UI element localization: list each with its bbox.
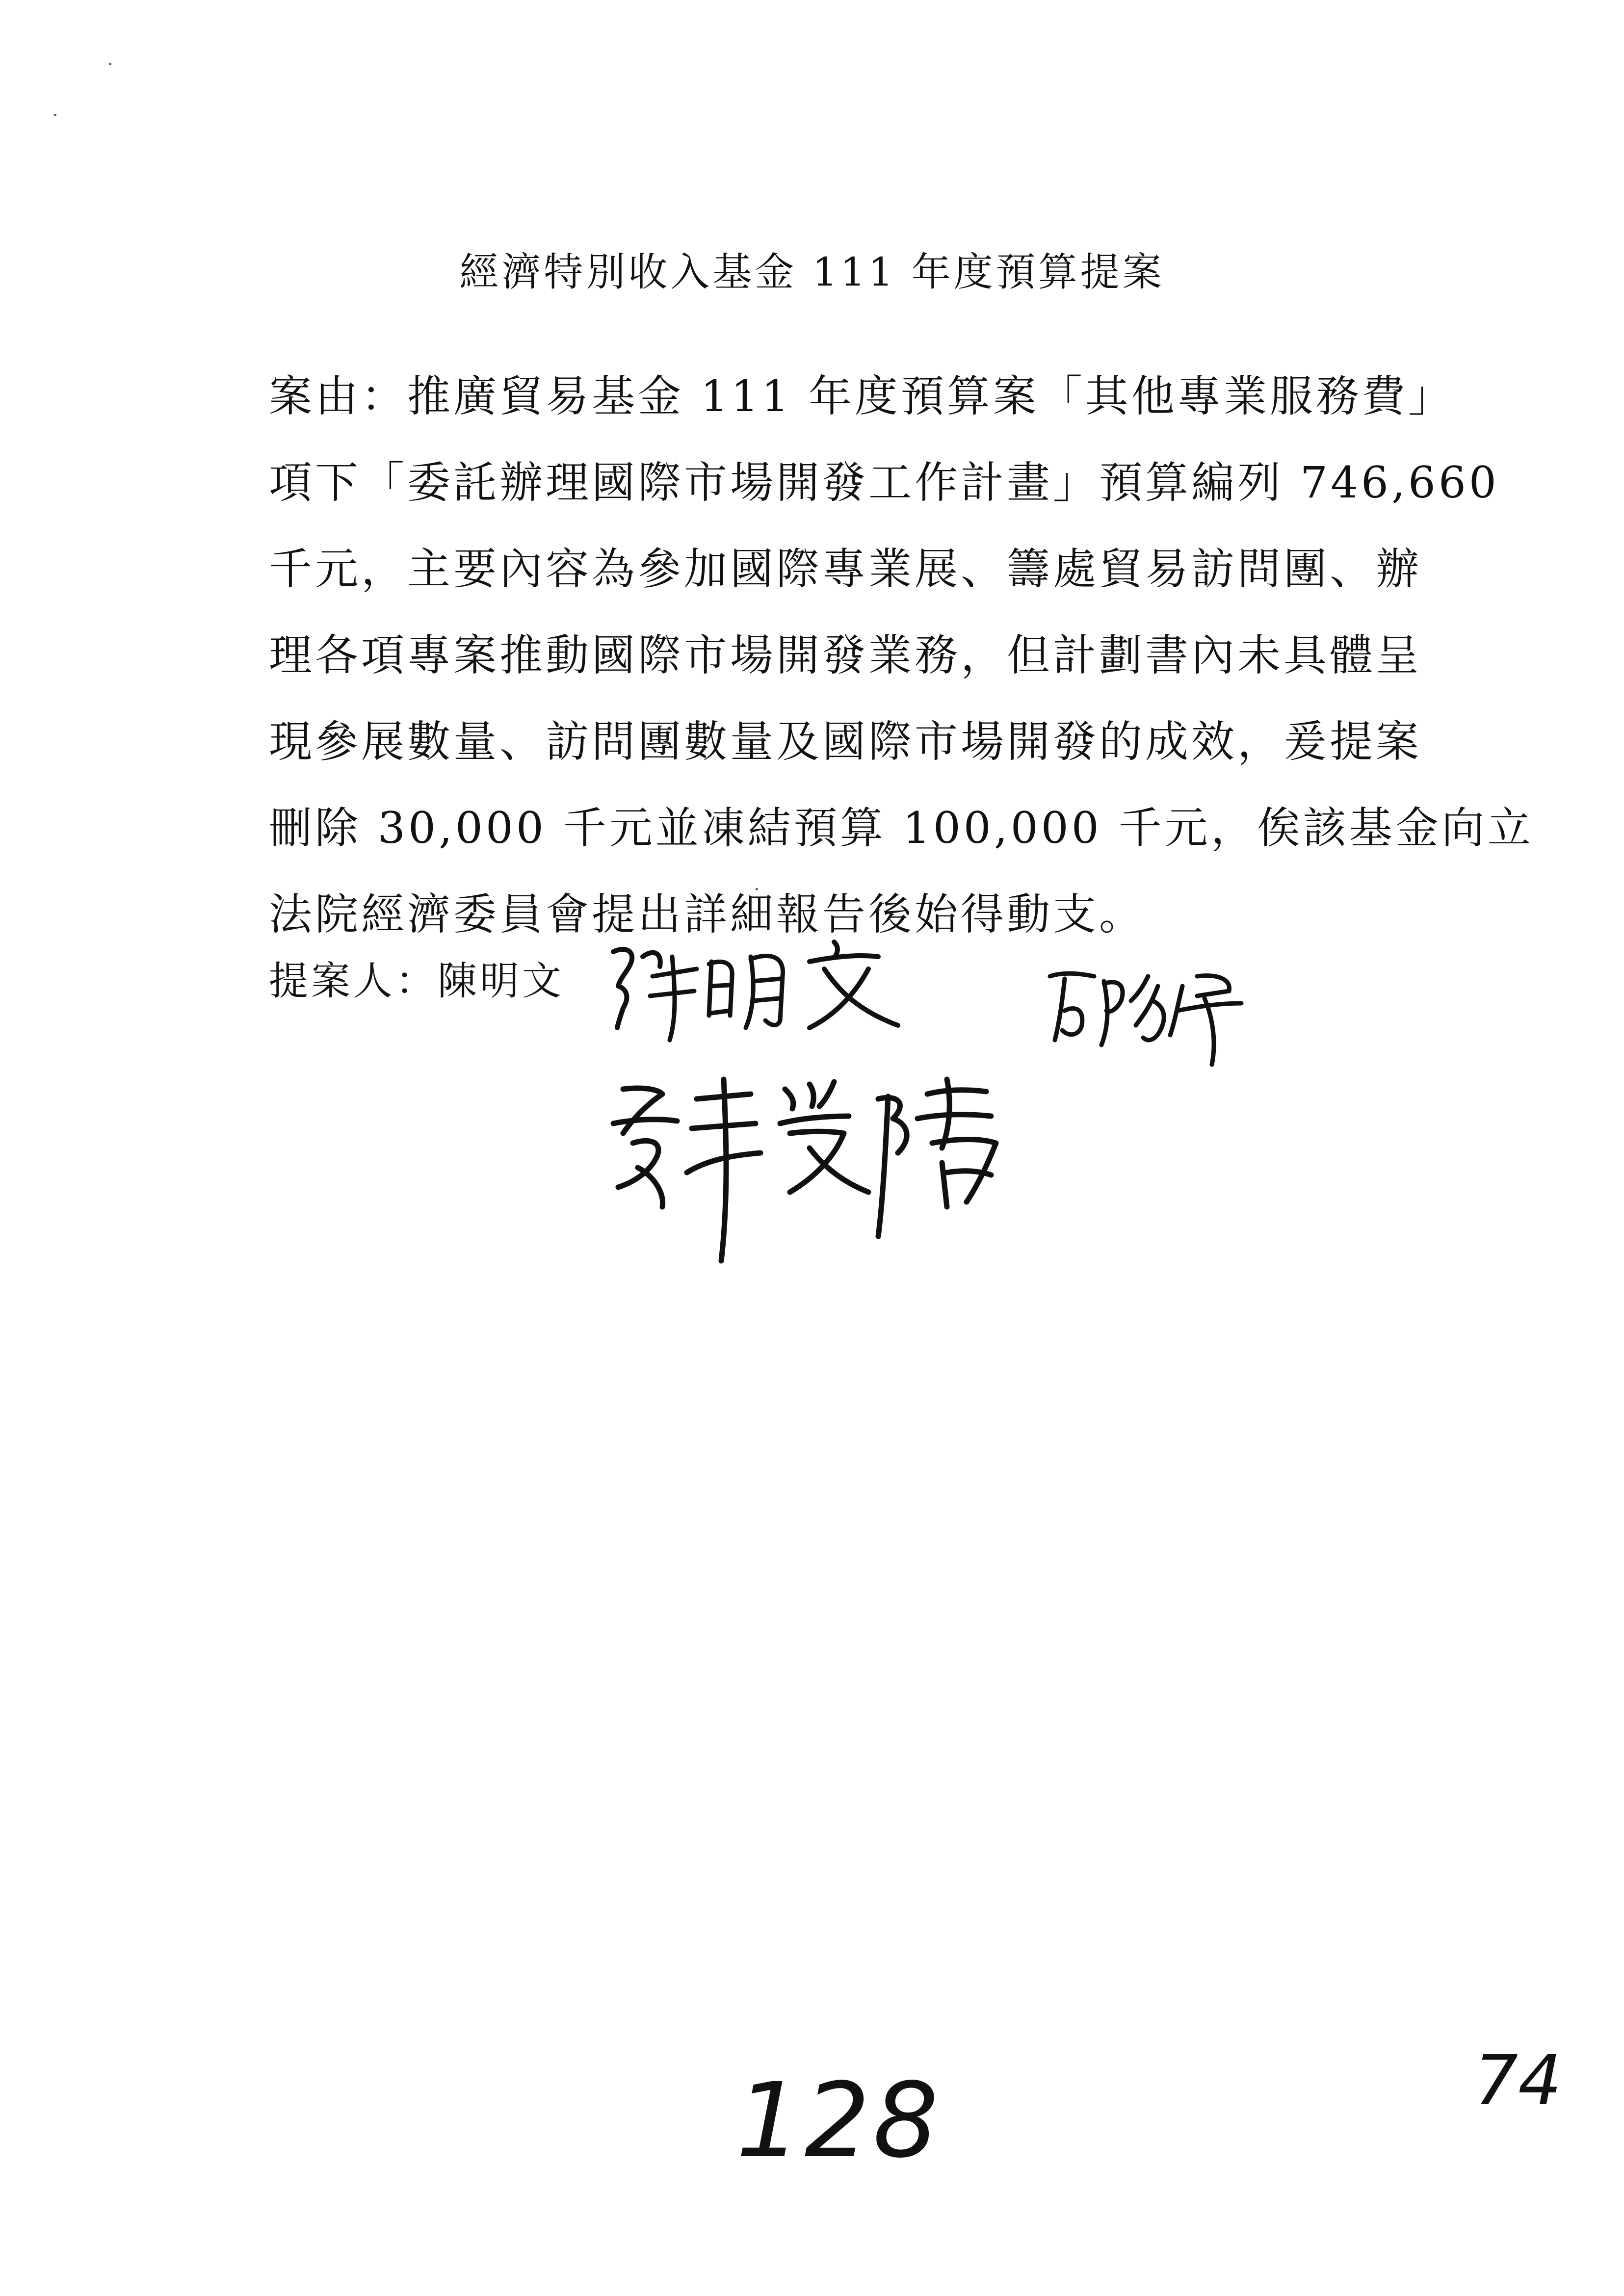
body-line: 千元，主要內容為參加國際專業展、籌處貿易訪問團、辦 [269,544,1422,594]
proposal-body [269,353,1534,958]
body-line: 現參展數量、訪問團數量及國際市場開發的成效，爰提案 [269,716,1422,767]
corner-page-number: 74 [1474,2041,1562,2121]
scan-speck [54,114,56,116]
handwritten-signature-2 [1035,957,1290,1074]
scan-speck [109,63,111,65]
body-line: 理各項專案推動國際市場開發業務，但計劃書內未具體呈 [269,630,1422,680]
body-line: 項下「委託辦理國際市場開發工作計畫」預算編列 746,660 [269,457,1499,508]
proposer-label: 提案人：陳明文 [269,958,564,1004]
handwritten-signature-1 [603,922,957,1050]
body-line: 刪除 30,000 千元並凍結預算 100,000 千元，俟該基金向立 [269,803,1534,853]
handwritten-signature-3 [603,1060,1035,1276]
body-line: 法院經濟委員會提出詳細報告後始得動支。 [269,889,1146,939]
body-line: 案由：推廣貿易基金 111 年度預算案「其他專業服務費」 [269,371,1454,421]
handwritten-page-number: 128 [736,2061,942,2181]
document-title: 經濟特別收入基金 111 年度預算提案 [459,249,1165,295]
